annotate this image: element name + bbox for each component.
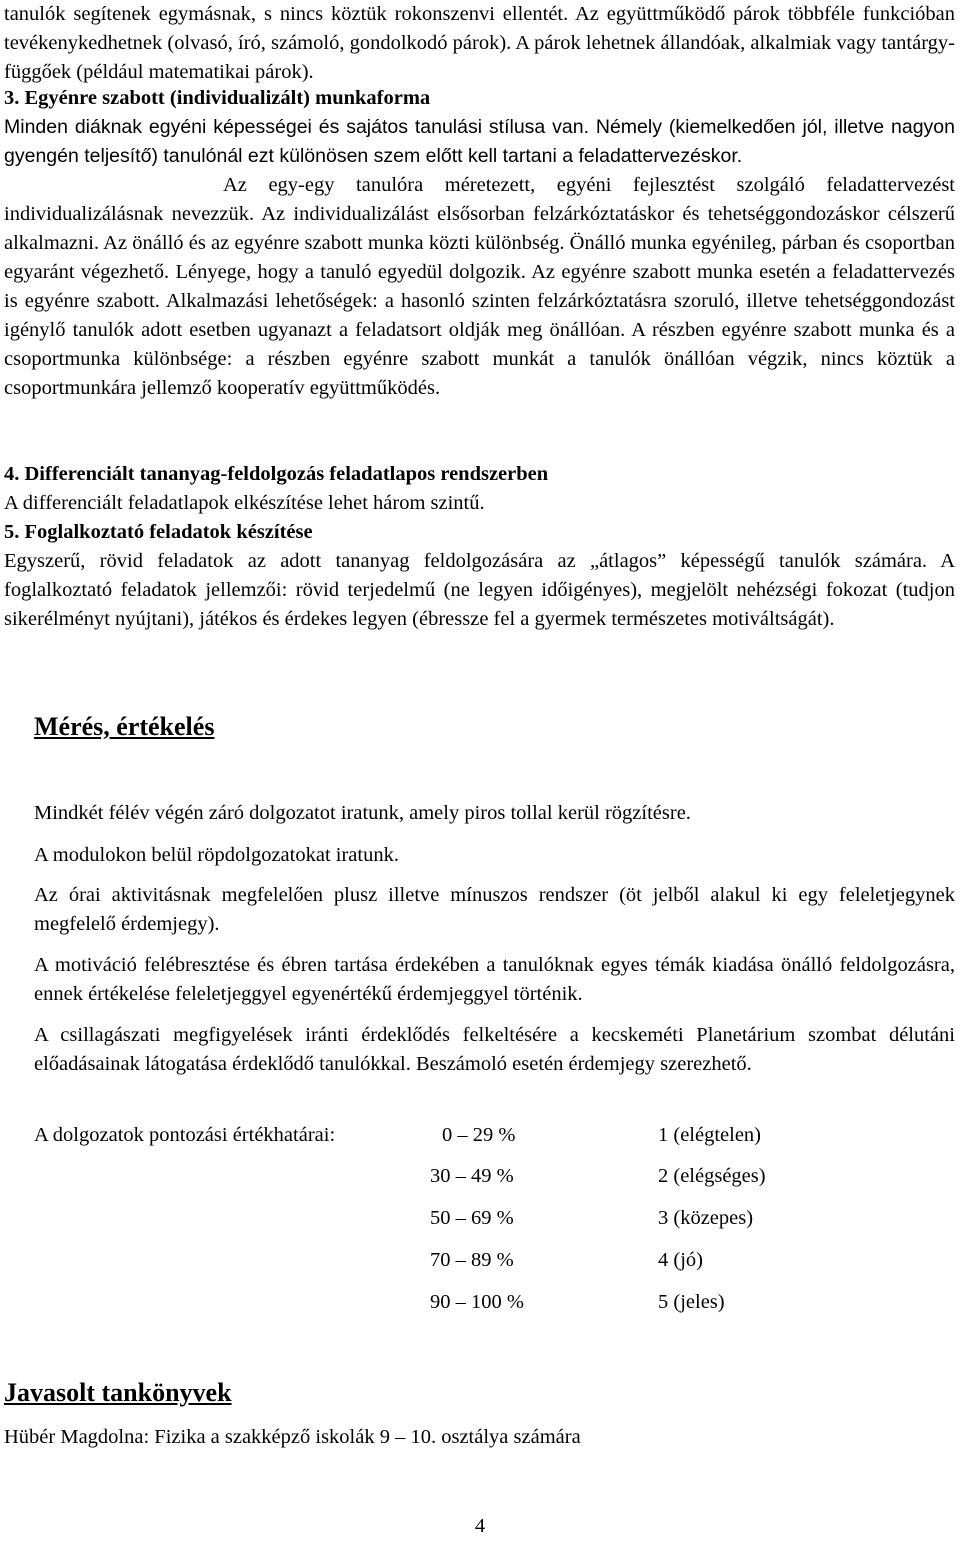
item3-text-sans: Minden diáknak egyéni képességei és sajátos tanulási stílusa van. Némely (kiemelkedően jól, illetve nagyon gyengén teljesítő) tanulónál ezt különösen szem előtt kell tartani a feladattervezéskor. [4,116,955,167]
books-heading: Javasolt tankönyvek [4,1378,232,1407]
item4-heading: 4. Differenciált tananyag-feldolgozás feladatlapos rendszerben [4,463,549,485]
intro-paragraph: tanulók segítenek egymásnak, s nincs köztük rokonszenvi ellentét. Az együttműködő párok többféle funkcióban tevékenykedhetnek (olvasó, író, számoló, gondolkodó párok). A párok lehetnek állandóak, alkalmiak vagy tantárgy-függőek (például matematikai párok). [4,3,955,83]
item3-heading: 3. Egyénre szabott (individualizált) munkaforma [4,87,431,109]
book-item: Hübér Magdolna: Fizika a szakképző iskolák 9 – 10. osztálya számára [4,1426,581,1448]
meres-heading: Mérés, értékelés [34,712,215,741]
grade-value-2: 2 (elégséges) [658,1165,766,1187]
meres-paragraph-1: Mindkét félév végén záró dolgozatot iratunk, amely piros tollal kerül rögzítésre. [34,802,691,824]
grade-value-3: 3 (közepes) [658,1207,754,1229]
item4-text: A differenciált feladatlapok elkészítése lehet három szintű. [4,492,485,514]
item3-text [4,171,955,403]
meres-paragraph-4: A motiváció felébresztése és ébren tartása érdekében a tanulóknak egyes témák kiadása önálló feldolgozásra, ennek értékelése feleletjeggyel egyenértékű érdemjeggyel történik. [34,954,955,1005]
item3-text-body: Az egy-egy tanulóra méretezett, egyéni fejlesztést szolgáló feladattervezést individualizálásnak nevezzük. Az individualizálást elsősorban felzárkóztatáskor és tehetséggondozáskor célszerű alkalmazni. Az önálló és az egyénre szabott munka közti különbség. Önálló munka egyénileg, párban és csoportban egyaránt végezhető. Lényege, hogy a tanuló egyedül dolgozik. Az egyénre szabott munka esetén a feladattervezés is egyénre szabott. Alkalmazási lehetőségek: a hasonló szinten felzárkóztatásra szoruló, illetve tehetséggondozást igénylő tanulók adott esetben ugyanazt a feladatsort oldják meg önállóan. A részben egyénre szabott munka és a csoportmunka különbsége: a részben egyénre szabott munkát a tanulók önállóan végzik, nincs köztük a csoportmunkára jellemző kooperatív együttműködés. [4,174,955,399]
item5-heading: 5. Foglalkoztató feladatok készítése [4,521,313,543]
grade-range-2: 30 – 49 % [430,1165,514,1187]
grade-range-1: 0 – 29 % [442,1124,516,1146]
grade-range-4: 70 – 89 % [430,1249,514,1271]
grade-range-5: 90 – 100 % [430,1291,524,1313]
item5-text: Egyszerű, rövid feladatok az adott tananyag feldolgozására az „átlagos” képességű tanulók számára. A foglalkoztató feladatok jellemzői: rövid terjedelmű (ne legyen időigényes), megjelölt nehézségi fokozat (tudjon sikerélményt nyújtani), játékos és érdekes legyen (ébressze fel a gyermek természetes motiváltságát). [4,550,955,630]
meres-paragraph-5: A csillagászati megfigyelések iránti érdeklődés felkeltésére a kecskeméti Planetárium szombat délutáni előadásainak látogatása érdeklődő tanulókkal. Beszámoló esetén érdemjegy szerezhető. [34,1024,955,1075]
meres-paragraph-3: Az órai aktivitásnak megfelelően plusz illetve mínuszos rendszer (öt jelből alakul ki egy feleletjegynek megfelelő érdemjegy). [34,884,955,935]
grade-value-1: 1 (elégtelen) [658,1124,762,1146]
grade-range-3: 50 – 69 % [430,1207,514,1229]
meres-paragraph-2: A modulokon belül röpdolgozatokat iratunk. [34,844,399,866]
grading-label: A dolgozatok pontozási értékhatárai: [34,1124,336,1146]
page-number: 4 [474,1515,486,1537]
grade-value-5: 5 (jeles) [658,1291,725,1313]
grade-value-4: 4 (jó) [658,1249,703,1271]
